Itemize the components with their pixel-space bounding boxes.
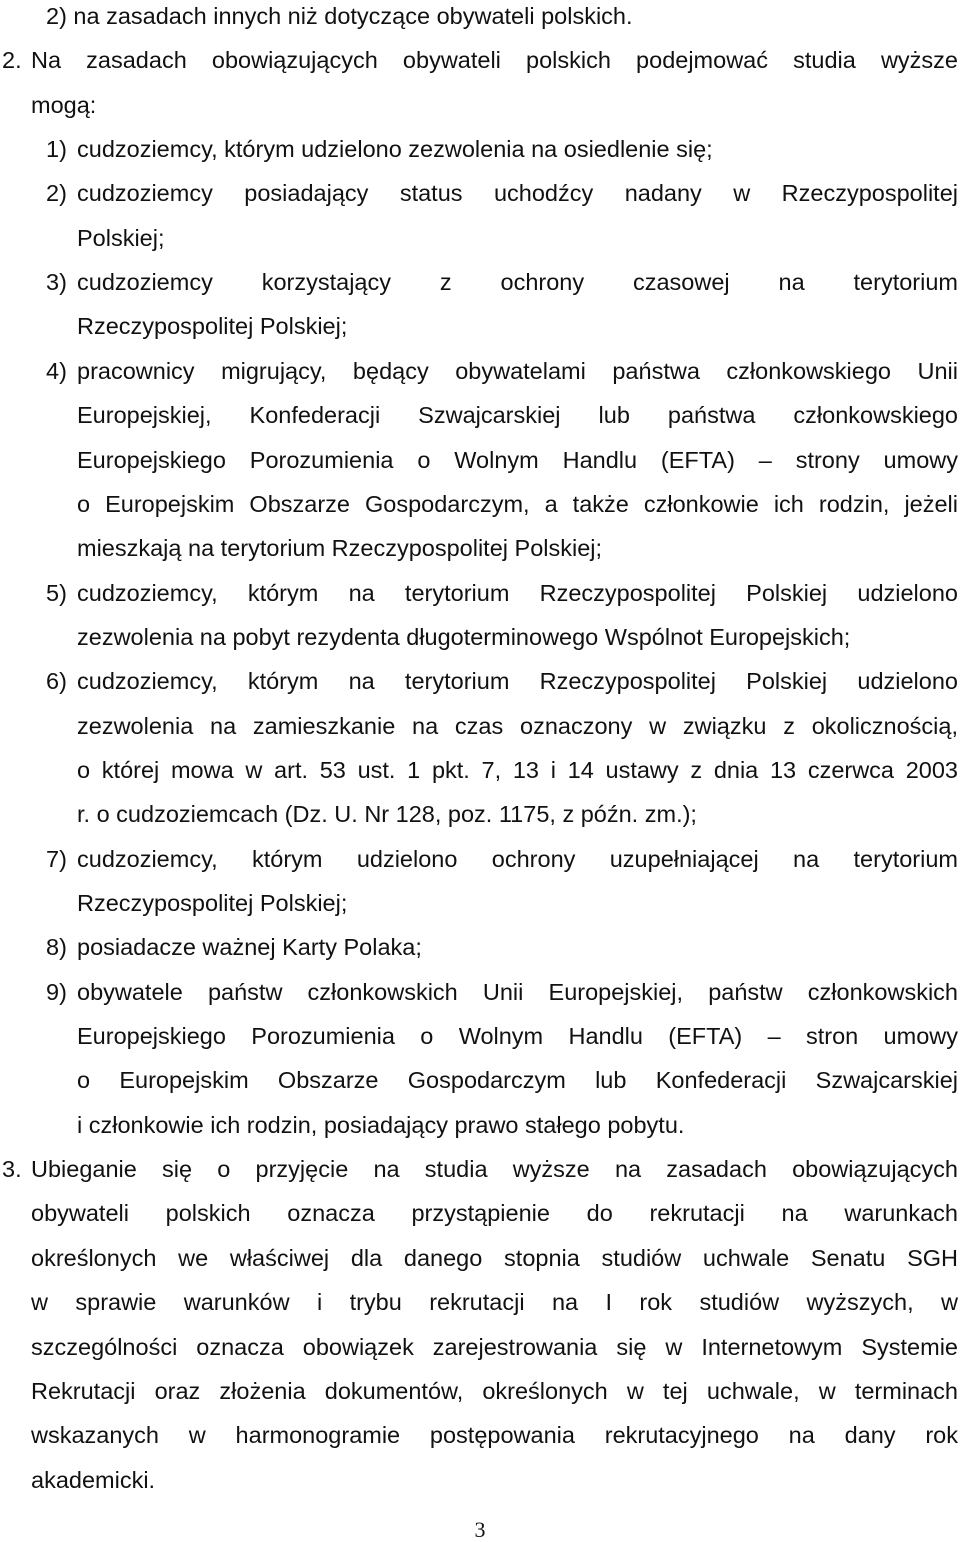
section-text-line: akademicki. [31, 1467, 156, 1493]
section-number: 3. [2, 1156, 22, 1182]
list-item-text-line: Polskiej; [77, 225, 165, 251]
list-item-number: 6) [46, 668, 67, 694]
list-item-text-line: Europejskiego Porozumienia o Wolnym Handlu (EFTA) – strony umowy [77, 449, 958, 473]
list-item-text-line: cudzoziemcy korzystający z ochrony czasowej na terytorium [77, 271, 958, 295]
section-text-line: Ubieganie się o przyjęcie na studia wyższe na zasadach obowiązujących [31, 1158, 958, 1182]
list-item-text-line: cudzoziemcy posiadający status uchodźcy nadany w Rzeczypospolitej [77, 182, 958, 206]
list-item-number: 1) [46, 136, 67, 162]
list-item-text-line: o Europejskim Obszarze Gospodarczym lub Konfederacji Szwajcarskiej [77, 1069, 958, 1093]
list-item-number: 9) [46, 979, 67, 1005]
list-item-number: 3) [46, 269, 67, 295]
list-item-text-line: o której mowa w art. 53 ust. 1 pkt. 7, 13 i 14 ustawy z dnia 13 czerwca 2003 [77, 759, 958, 783]
list-item-text-line: i członkowie ich rodzin, posiadający prawo stałego pobytu. [77, 1112, 685, 1138]
list-item-text-line: mieszkają na terytorium Rzeczypospolitej Polskiej; [77, 535, 603, 561]
list-item-text-line: cudzoziemcy, którym na terytorium Rzeczypospolitej Polskiej udzielono [77, 582, 958, 606]
list-item-text-line: cudzoziemcy, którym na terytorium Rzeczypospolitej Polskiej udzielono [77, 670, 958, 694]
list-item-number: 7) [46, 846, 67, 872]
previous-item-tail: 2) na zasadach innych niż dotyczące obywateli polskich. [46, 3, 633, 29]
list-item-number: 2) [46, 180, 67, 206]
list-item-text-line: obywatele państw członkowskich Unii Europejskiej, państw członkowskich [77, 981, 958, 1005]
list-item-text-line: pracownicy migrujący, będący obywatelami państwa członkowskiego Unii [77, 360, 958, 384]
list-item-text-line: cudzoziemcy, którym udzielono zezwolenia na osiedlenie się; [77, 136, 713, 162]
section-text-line: określonych we właściwej dla danego stopnia studiów uchwale Senatu SGH [31, 1247, 958, 1271]
list-item-text-line: Europejskiej, Konfederacji Szwajcarskiej lub państwa członkowskiego [77, 404, 958, 428]
list-item-text-line: Europejskiego Porozumienia o Wolnym Handlu (EFTA) – stron umowy [77, 1025, 958, 1049]
list-item-text-line: o Europejskim Obszarze Gospodarczym, a także członkowie ich rodzin, jeżeli [77, 493, 958, 517]
page-number: 3 [474, 1517, 486, 1542]
list-item-text-line: Rzeczypospolitej Polskiej; [77, 890, 348, 916]
section-text-line: obywateli polskich oznacza przystąpienie do rekrutacji na warunkach [31, 1202, 958, 1226]
list-item-text-line: zezwolenia na pobyt rezydenta długoterminowego Wspólnot Europejskich; [77, 624, 851, 650]
list-item-text-line: posiadacze ważnej Karty Polaka; [77, 934, 422, 960]
list-item-text-line: r. o cudzoziemcach (Dz. U. Nr 128, poz. 1175, z późn. zm.); [77, 801, 697, 827]
list-item-text-line: cudzoziemcy, którym udzielono ochrony uzupełniającej na terytorium [77, 848, 958, 872]
section-text-line: wskazanych w harmonogramie postępowania rekrutacyjnego na dany rok [31, 1424, 958, 1448]
section-text-line: szczególności oznacza obowiązek zarejestrowania się w Internetowym Systemie [31, 1336, 958, 1360]
list-item-number: 4) [46, 358, 67, 384]
section-text-line: mogą: [31, 92, 97, 118]
list-item-text-line: zezwolenia na zamieszkanie na czas oznaczony w związku z okolicznością, [77, 715, 958, 739]
section-text-line: Rekrutacji oraz złożenia dokumentów, określonych w tej uchwale, w terminach [31, 1380, 958, 1404]
section-text-line: Na zasadach obowiązujących obywateli polskich podejmować studia wyższe [31, 49, 958, 73]
section-text-line: w sprawie warunków i trybu rekrutacji na I rok studiów wyższych, w [31, 1291, 958, 1315]
section-number: 2. [2, 47, 22, 73]
list-item-number: 8) [46, 934, 67, 960]
list-item-number: 5) [46, 580, 67, 606]
list-item-text-line: Rzeczypospolitej Polskiej; [77, 313, 348, 339]
